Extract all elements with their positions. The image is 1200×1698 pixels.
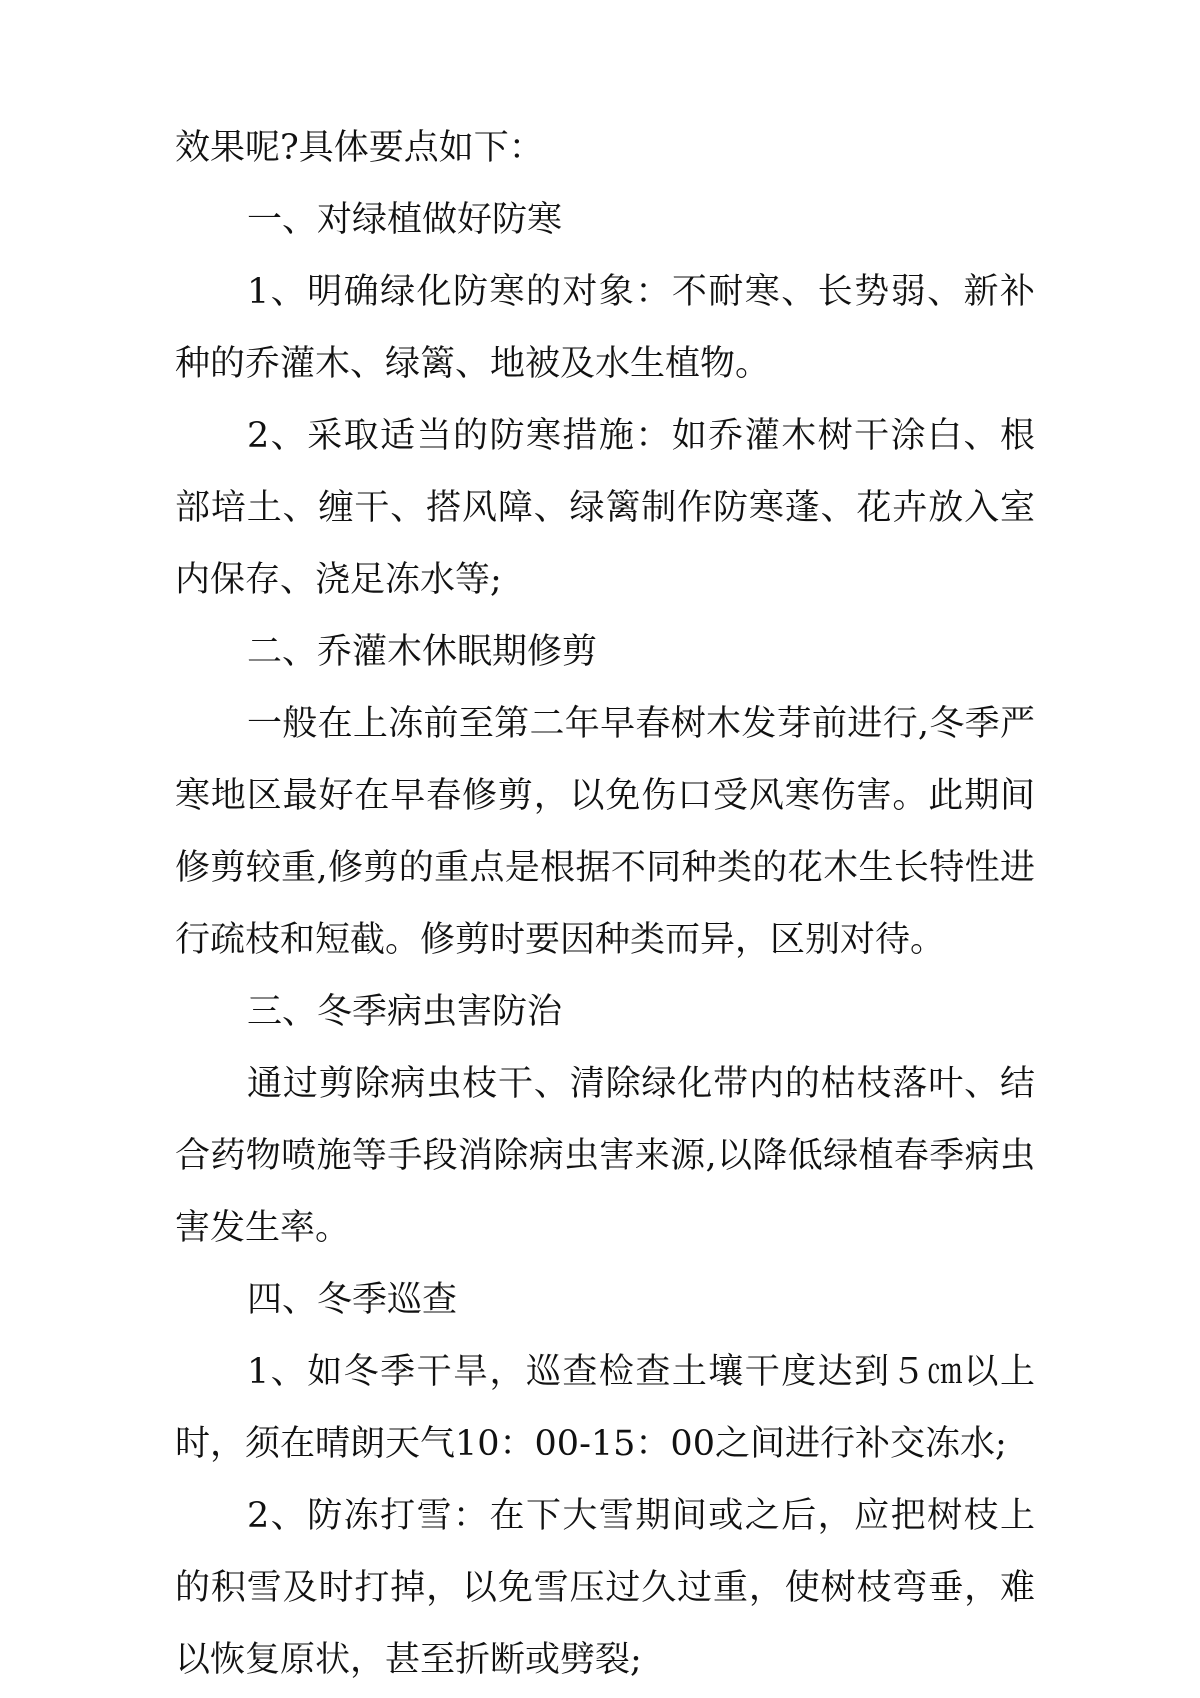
paragraph-drought-watering: 1、如冬季干旱，巡查检查土壤干度达到５㎝以上时，须在晴朗天气10：00-15：00之间进行补交冻水; [175,1352,1035,1464]
section-heading-pest-control: 三、冬季病虫害防治 [247,992,563,1032]
document-body [175,112,1035,1696]
section-heading-winter-inspection: 四、冬季巡查 [247,1280,458,1320]
paragraph-protection-measures: 2、采取适当的防寒措施：如乔灌木树干涂白、根部培土、缠干、搭风障、绿篱制作防寒蓬、花卉放入室内保存、浇足冻水等; [175,416,1035,600]
section-heading-winter-protection: 一、对绿植做好防寒 [247,200,563,240]
paragraph-pest-control: 通过剪除病虫枝干、清除绿化带内的枯枝落叶、结合药物喷施等手段消除病虫害来源,以降低绿植春季病虫害发生率。 [175,1064,1035,1248]
paragraph-pruning-details: 一般在上冻前至第二年早春树木发芽前进行,冬季严寒地区最好在早春修剪，以免伤口受风寒伤害。此期间修剪较重,修剪的重点是根据不同种类的花木生长特性进行疏枝和短截。修剪时要因种类而异，区别对待。 [175,704,1035,960]
paragraph-protection-targets: 1、明确绿化防寒的对象：不耐寒、长势弱、新补种的乔灌木、绿篱、地被及水生植物。 [175,272,1035,384]
paragraph-snow-removal: 2、防冻打雪：在下大雪期间或之后，应把树枝上的积雪及时打掉，以免雪压过久过重，使树枝弯垂，难以恢复原状，甚至折断或劈裂; [175,1496,1035,1680]
paragraph-intro: 效果呢?具体要点如下： [175,128,544,168]
section-heading-dormant-pruning: 二、乔灌木休眠期修剪 [247,632,598,672]
